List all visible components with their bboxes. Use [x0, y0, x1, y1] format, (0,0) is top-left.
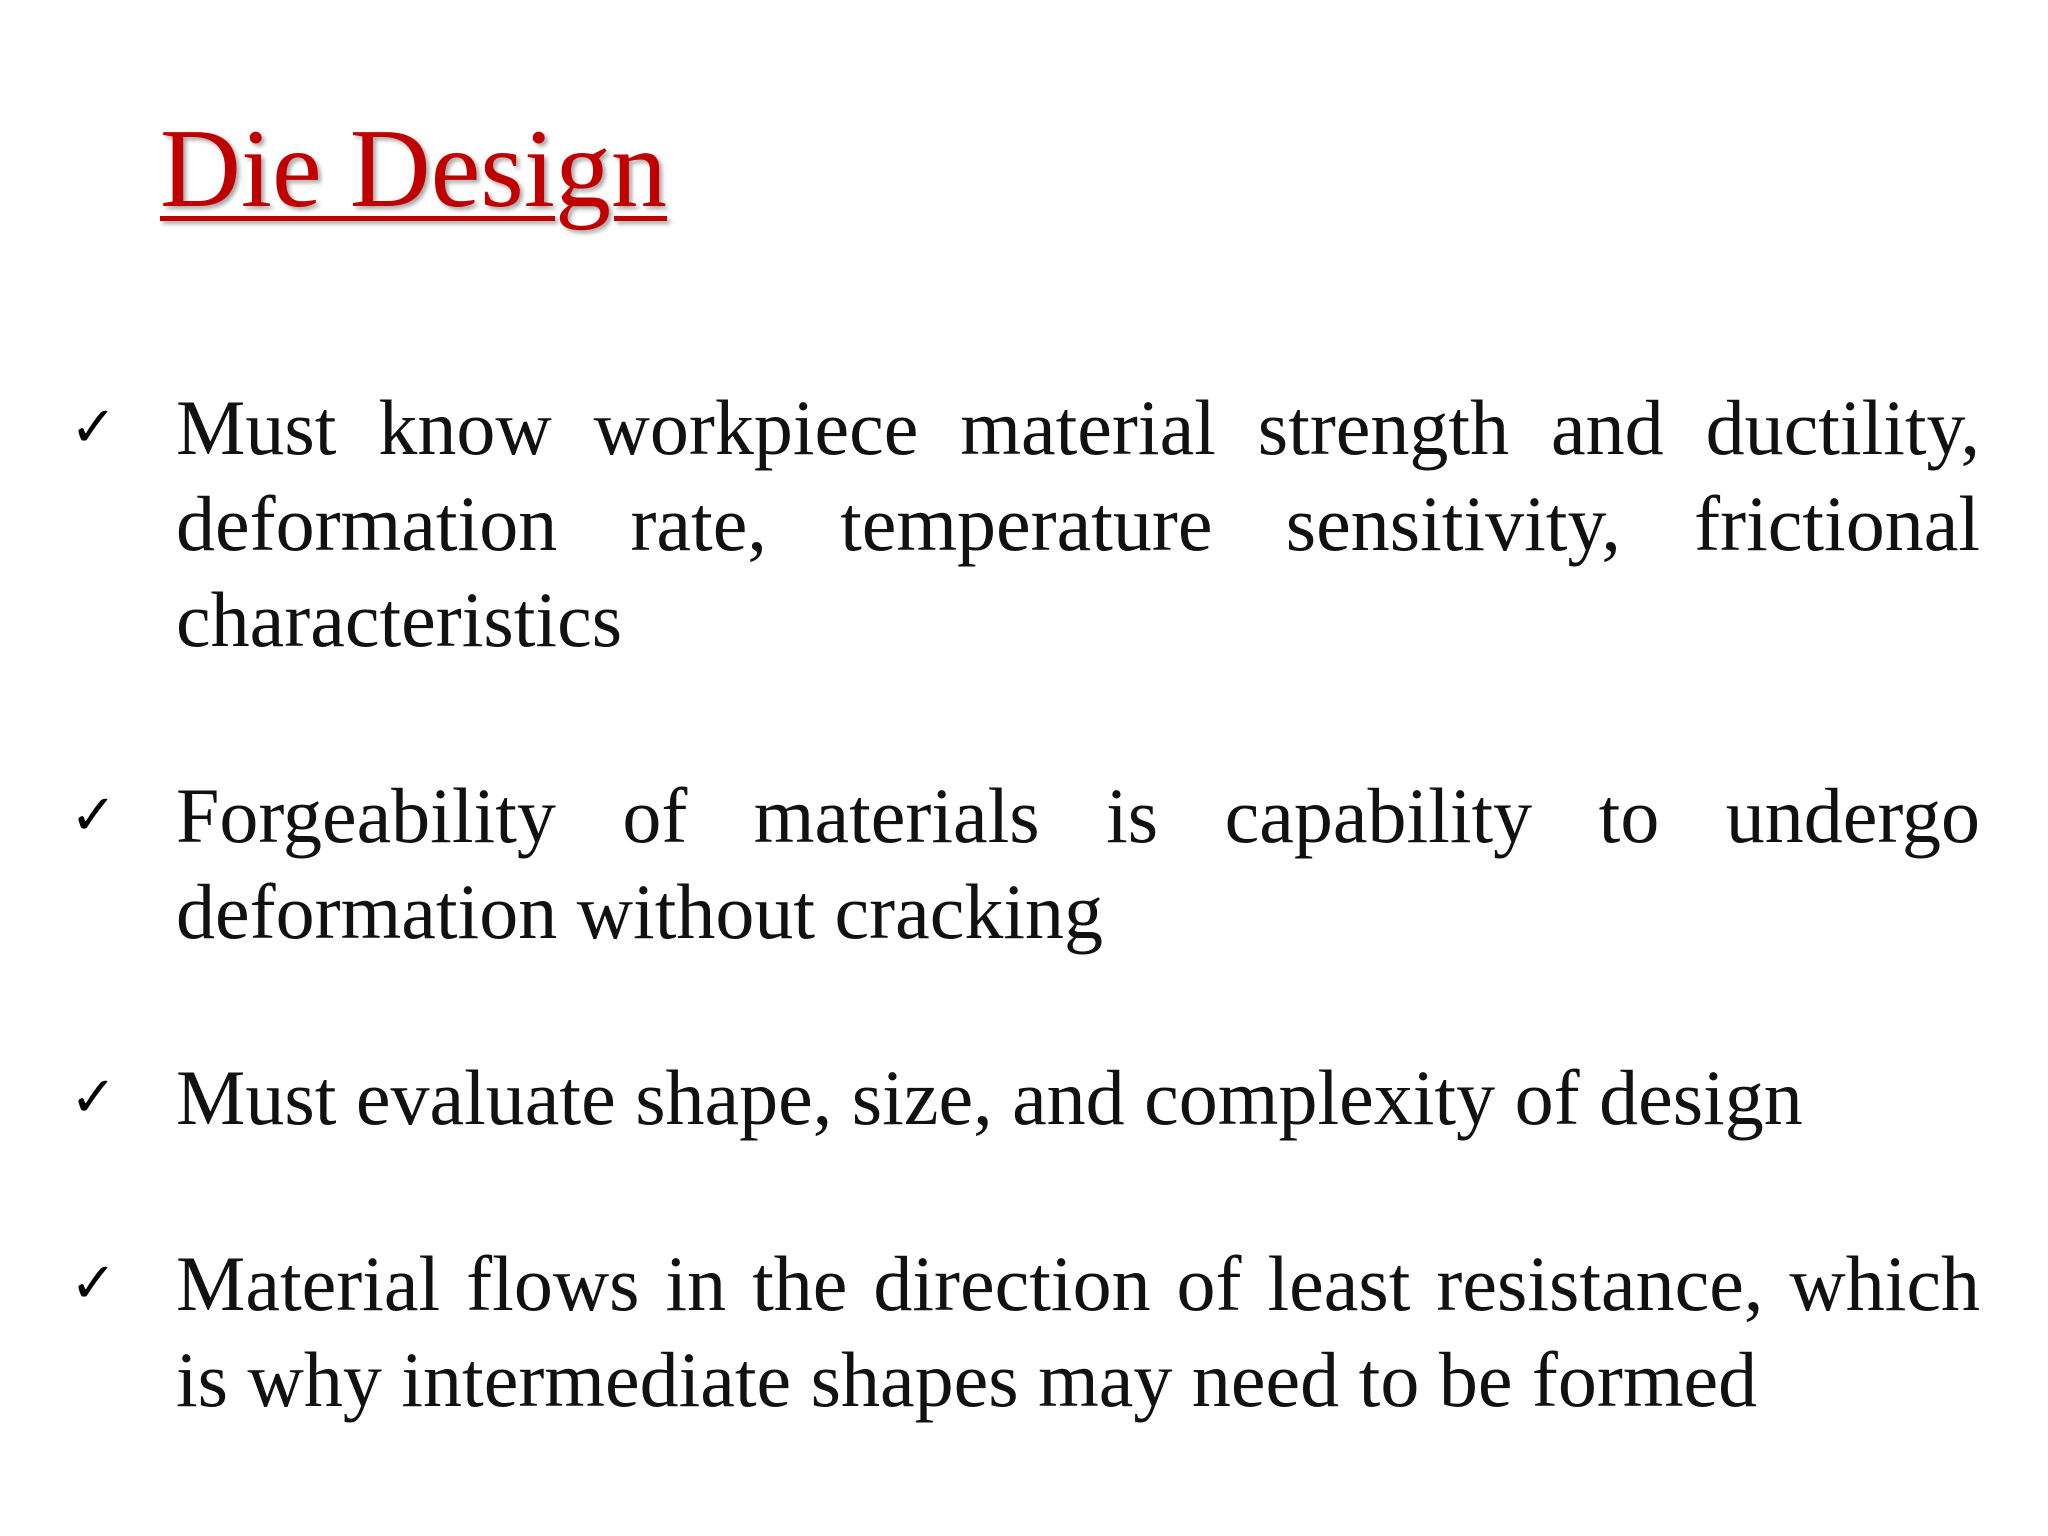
bullet-item	[70, 768, 1980, 960]
checkmark-icon: ✓	[70, 783, 117, 848]
checkmark-icon: ✓	[70, 1065, 117, 1130]
slide-title: Die Design	[160, 107, 668, 231]
bullet-item	[70, 1236, 1980, 1428]
bullet-item	[70, 380, 1980, 668]
bullet-list	[70, 380, 1980, 1428]
bullet-text: Material flows in the direction of least resistance, which is why intermediate shapes may need to be formed	[176, 1240, 1980, 1423]
bullet-item	[70, 1050, 1980, 1146]
checkmark-icon: ✓	[70, 1251, 117, 1316]
checkmark-icon: ✓	[70, 395, 117, 460]
bullet-text: Must know workpiece material strength and ductility, deformation rate, temperature sensitivity, frictional characteristics	[176, 384, 1980, 663]
bullet-text: Must evaluate shape, size, and complexity of design	[176, 1054, 1803, 1141]
bullet-text: Forgeability of materials is capability to undergo deformation without cracking	[176, 772, 1980, 955]
